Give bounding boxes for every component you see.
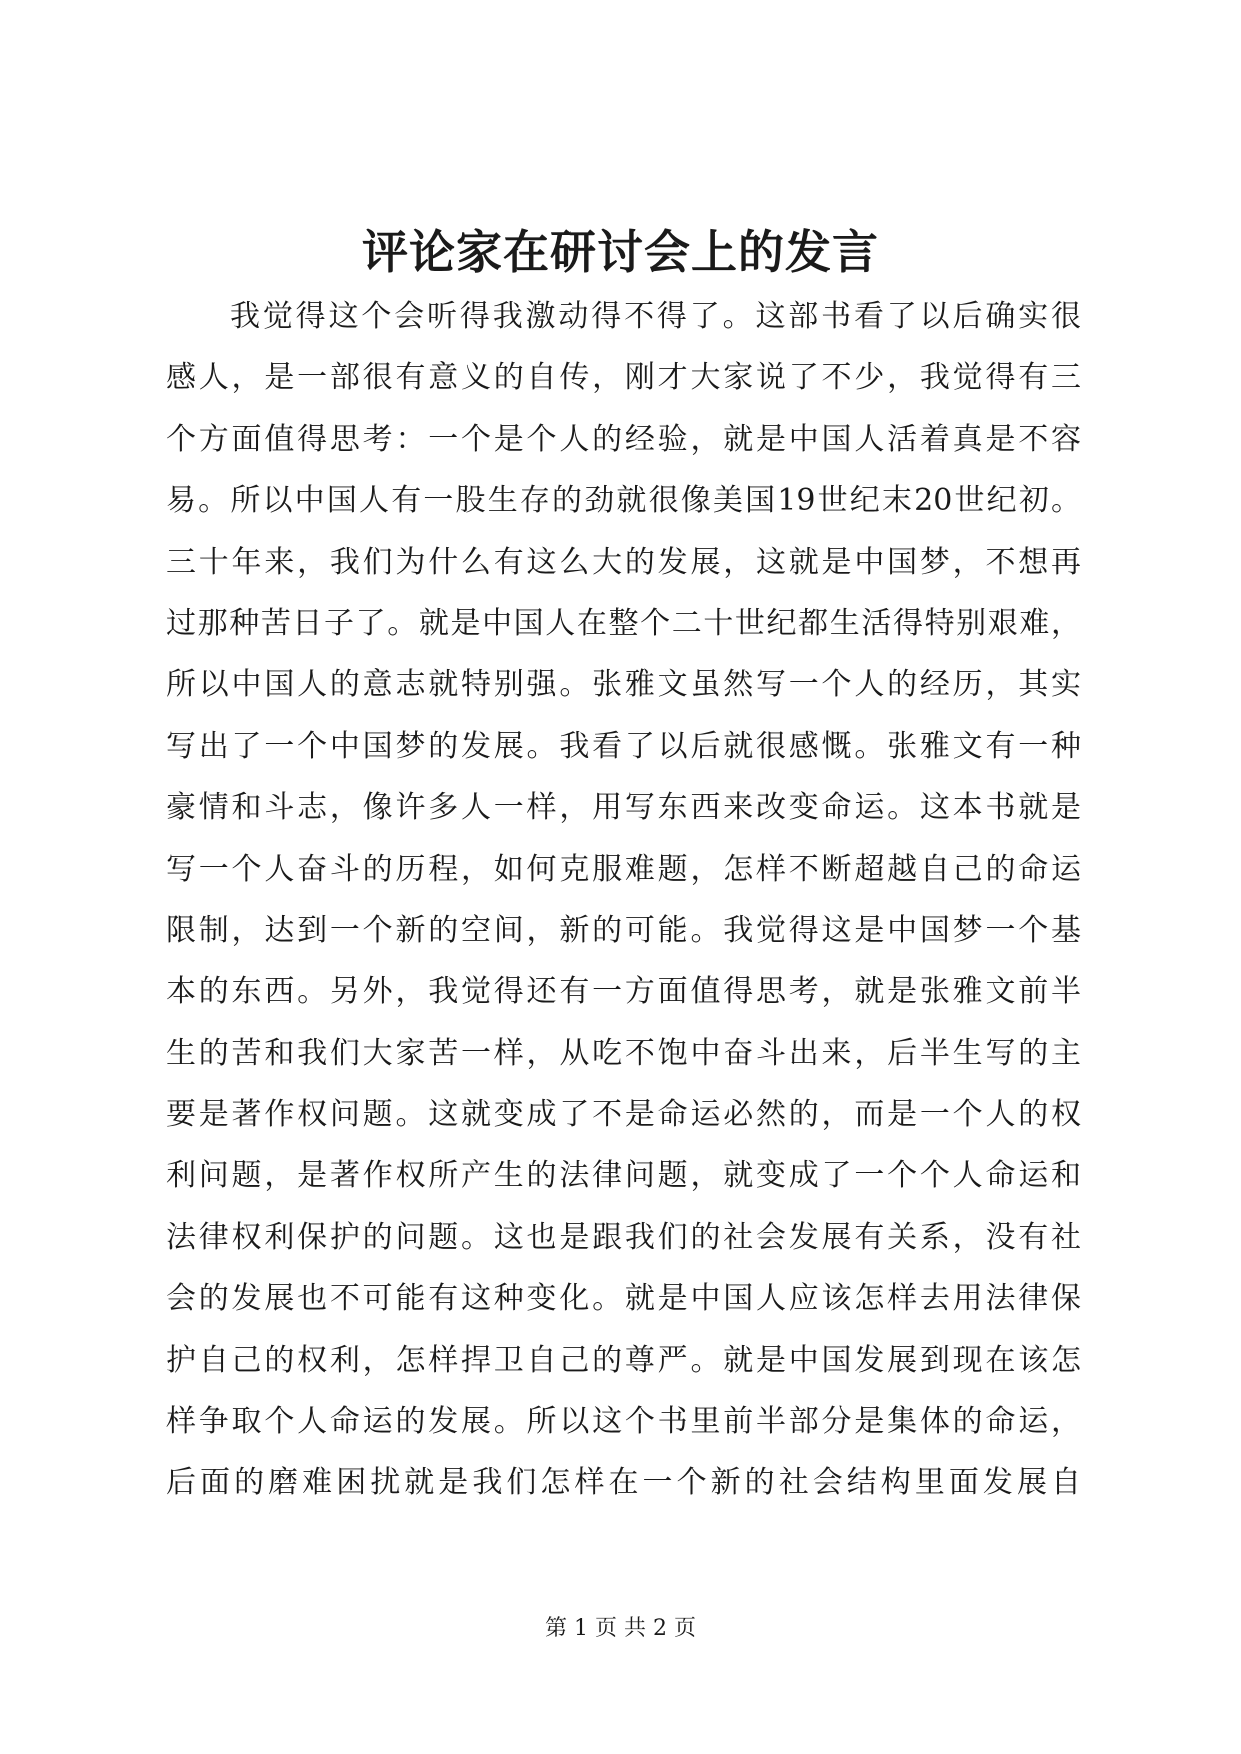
text-line: 利问题，是著作权所产生的法律问题，就变成了一个个人命运和 [166, 1158, 1081, 1194]
text-line: 样争取个人命运的发展。所以这个书里前半部分是集体的命运， [166, 1404, 1081, 1440]
text-line: 豪情和斗志，像许多人一样，用写东西来改变命运。这本书就是 [166, 790, 1081, 826]
text-line: 本的东西。另外，我觉得还有一方面值得思考，就是张雅文前半 [166, 974, 1081, 1010]
document-title: 评论家在研讨会上的发言 [362, 225, 879, 279]
text-line: 要是著作权问题。这就变成了不是命运必然的，而是一个人的权 [166, 1097, 1081, 1133]
text-line: 写出了一个中国梦的发展。我看了以后就很感慨。张雅文有一种 [166, 728, 1081, 764]
text-line: 个方面值得思考：一个是个人的经验，就是中国人活着真是不容 [166, 421, 1081, 457]
text-line: 法律权利保护的问题。这也是跟我们的社会发展有关系，没有社 [166, 1219, 1081, 1255]
text-line: 易。所以中国人有一股生存的劲就很像美国19世纪末20世纪初。 [166, 483, 1081, 519]
page-number: 第 1 页 共 2 页 [545, 1616, 696, 1641]
text-line: 生的苦和我们大家苦一样，从吃不饱中奋斗出来，后半生写的主 [166, 1035, 1081, 1071]
text-line: 限制，达到一个新的空间，新的可能。我觉得这是中国梦一个基 [166, 912, 1081, 948]
text-line: 所以中国人的意志就特别强。张雅文虽然写一个人的经历，其实 [166, 667, 1081, 703]
body-paragraph [166, 286, 1081, 1514]
text-line: 写一个人奋斗的历程，如何克服难题，怎样不断超越自己的命运 [166, 851, 1081, 887]
text-line: 感人，是一部很有意义的自传，刚才大家说了不少，我觉得有三 [166, 360, 1081, 396]
text-line: 我觉得这个会听得我激动得不得了。这部书看了以后确实很 [230, 299, 1081, 334]
text-line: 护自己的权利，怎样捍卫自己的尊严。就是中国发展到现在该怎 [166, 1342, 1081, 1378]
text-line: 三十年来，我们为什么有这么大的发展，这就是中国梦，不想再 [166, 544, 1081, 580]
text-line: 过那种苦日子了。就是中国人在整个二十世纪都生活得特别艰难， [166, 605, 1081, 641]
text-line: 后面的磨难困扰就是我们怎样在一个新的社会结构里面发展自 [166, 1465, 1081, 1501]
text-line: 会的发展也不可能有这种变化。就是中国人应该怎样去用法律保 [166, 1281, 1081, 1317]
